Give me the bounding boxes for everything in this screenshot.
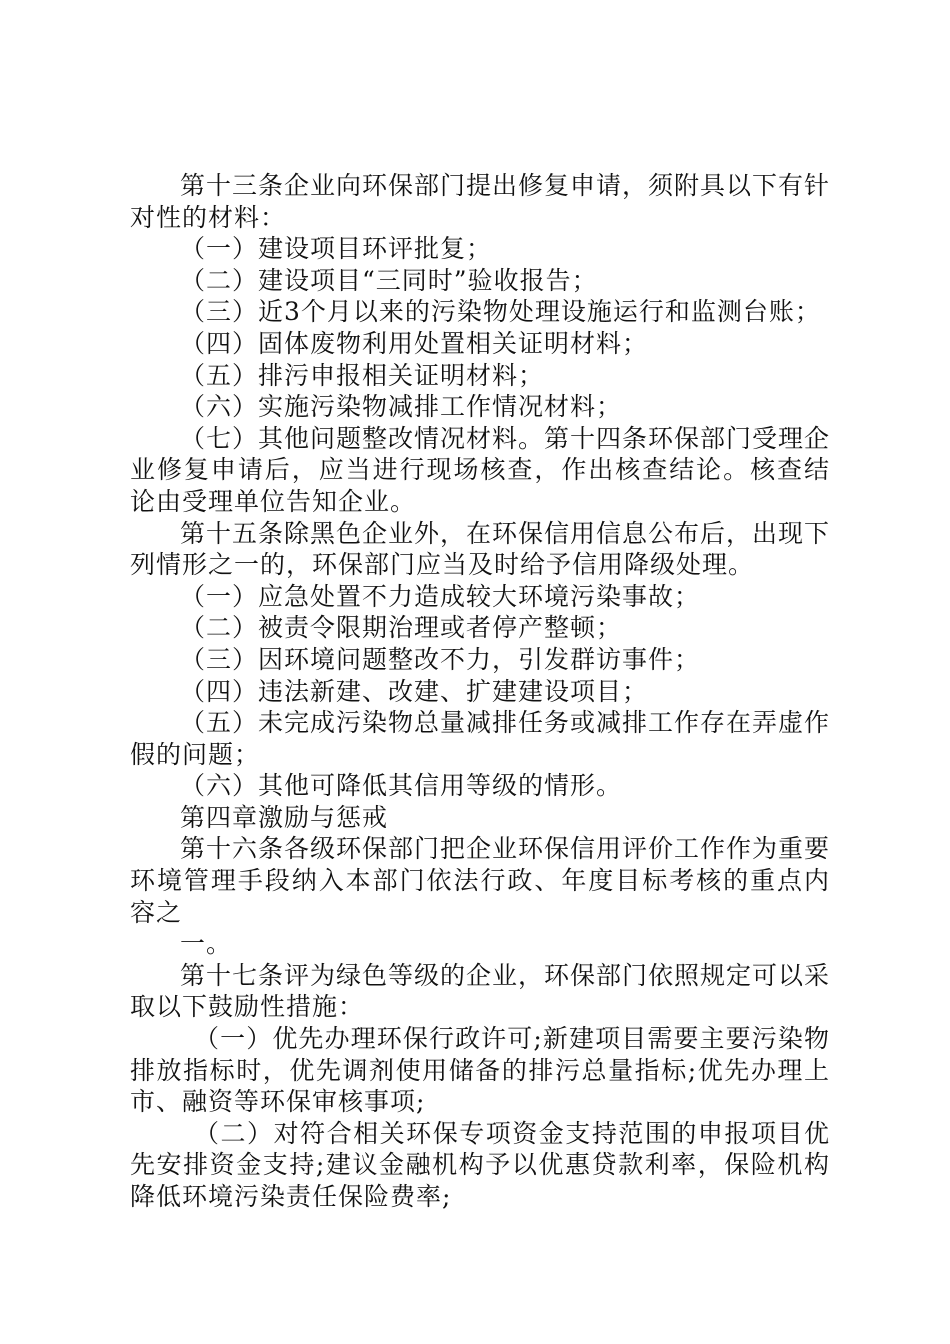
- article-13-item-2: （二）建设项目“三同时”验收报告；: [180, 265, 598, 295]
- article-17-item-1: （一）优先办理环保行政许可;新建项目需要主要污染物排放指标时，优先调剂使用储备的排污总量指标;优先办理上市、融资等环保审核事项;: [130, 1024, 830, 1117]
- article-17-item-2: （二）对符合相关环保专项资金支持范围的申报项目优先安排资金支持;建议金融机构予以优惠贷款利率，保险机构降低环境污染责任保险费率;: [130, 1118, 830, 1211]
- article-13-item-6: （六）实施污染物减排工作情况材料；: [180, 392, 623, 422]
- article-13-item-4: （四）固体废物利用处置相关证明材料；: [180, 328, 649, 358]
- article-17: 第十七条评为绿色等级的企业，环保部门依照规定可以采取以下鼓励性措施：: [130, 960, 831, 1022]
- article-13-item-3: （三）近3个月以来的污染物处理设施运行和监测台账；: [180, 297, 821, 327]
- article-13-item-1: （一）建设项目环评批复；: [180, 234, 493, 264]
- article-15-item-3: （三）因环境问题整改不力，引发群访事件；: [180, 644, 701, 674]
- article-15-item-5: （五）未完成污染物总量减排任务或减排工作存在弄虚作假的问题；: [130, 708, 831, 769]
- article-13-item-7-and-article-14: （七）其他问题整改情况材料。第十四条环保部门受理企业修复申请后，应当进行现场核查，作出核查结论。核查结论由受理单位告知企业。: [130, 423, 831, 516]
- article-15: 第十五条除黑色企业外，在环保信用信息公布后，出现下列情形之一的，环保部门应当及时给予信用降级处理。: [130, 518, 831, 580]
- article-15-item-4: （四）违法新建、改建、扩建建设项目；: [180, 676, 649, 706]
- article-15-item-1: （一）应急处置不力造成较大环境污染事故；: [180, 581, 701, 611]
- article-15-item-6: （六）其他可降低其信用等级的情形。: [180, 771, 623, 801]
- document-body: [130, 170, 830, 1213]
- article-16-continuation: 一。: [180, 929, 233, 959]
- article-16: 第十六条各级环保部门把企业环保信用评价工作作为重要环境管理手段纳入本部门依法行政、年度目标考核的重点内容之: [130, 834, 831, 927]
- article-13: 第十三条企业向环保部门提出修复申请，须附具以下有针对性的材料：: [130, 171, 831, 232]
- chapter-4-heading: 第四章激励与惩戒: [180, 802, 389, 832]
- article-15-item-2: （二）被责令限期治理或者停产整顿；: [180, 613, 623, 643]
- article-13-item-5: （五）排污申报相关证明材料；: [180, 360, 545, 390]
